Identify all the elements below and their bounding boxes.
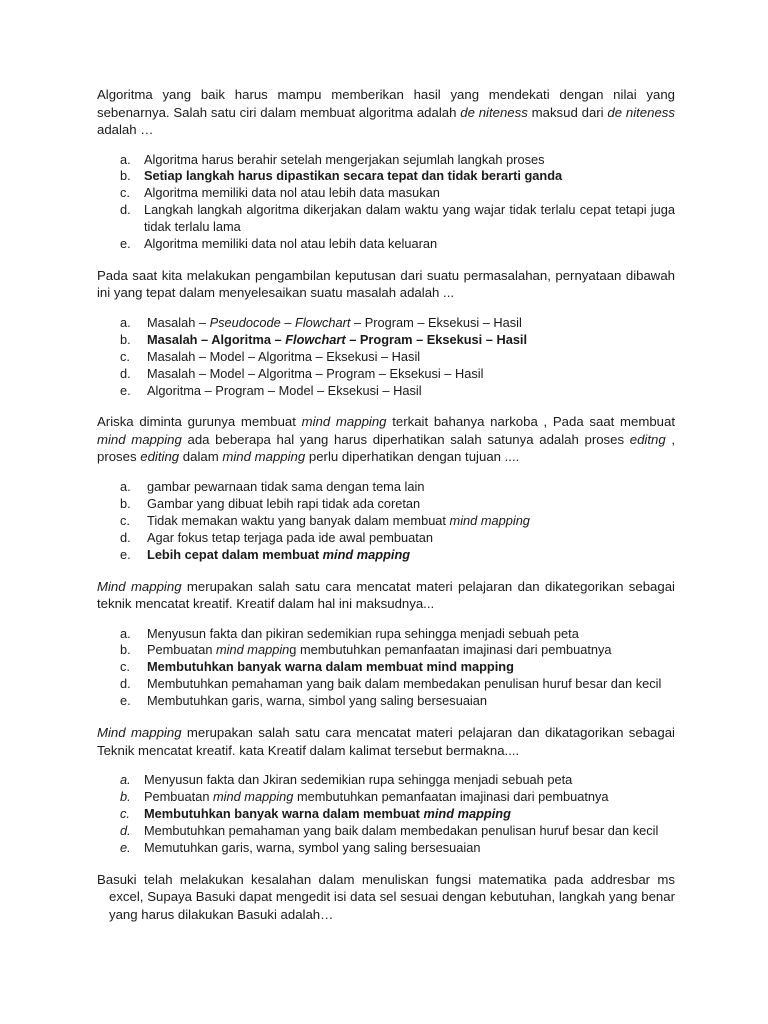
answer-option [97,496,675,513]
option-letter: d. [120,529,131,545]
italic-text: mind mappin [216,642,290,658]
option-text: Setiap langkah harus dipastikan secara tepat dan tidak berarti ganda [144,168,563,184]
option-text: Menyusun fakta dan Jkiran sedemikian rupa sehingga menjadi sebuah peta [144,772,573,788]
option-letter: b. [120,168,131,184]
option-text: Tidak memakan waktu yang banyak dalam membuat mind mapping [147,512,530,528]
answer-option [97,693,675,710]
option-letter: c. [120,805,130,821]
italic-text: de niteness [607,104,675,120]
question-4 [97,578,675,711]
option-text: Agar fokus tetap terjaga pada ide awal pembuatan [147,529,433,545]
option-text: Menyusun fakta dan pikiran sedemikian rupa sehingga menjadi sebuah peta [147,625,579,641]
answer-option [97,236,675,253]
option-letter: b. [120,331,131,347]
option-letter: e. [120,546,131,562]
option-letter: e. [120,839,131,855]
option-letter: e. [120,693,131,709]
option-letter: e. [120,236,131,252]
option-text: Masalah – Model – Algoritma – Program – Eksekusi – Hasil [147,365,484,381]
option-letter: a. [120,478,131,494]
question-6 [97,871,675,924]
option-text: Lebih cepat dalam membuat mind mapping [147,546,411,562]
option-letter: c. [120,185,130,201]
question-3 [97,413,675,563]
option-letter: a. [120,772,131,788]
answer-options [97,479,675,564]
option-text: Pembuatan mind mapping membutuhkan pemanfaatan imajinasi dari pembuatnya [147,642,612,658]
answer-option [97,513,675,530]
option-text: Membutuhkan pemahaman yang baik dalam membedakan penulisan huruf besar dan kecil [147,676,662,692]
italic-text: Mind mapping [97,578,182,594]
option-text: Membutuhkan banyak warna dalam membuat mind mapping [147,659,514,675]
option-letter: d. [120,822,131,838]
answer-options [97,315,675,400]
option-letter: d. [120,202,131,218]
option-letter: d. [120,676,131,692]
answer-option-correct [97,332,675,349]
answer-option [97,530,675,547]
italic-text: mind mapping [449,512,530,528]
answer-option [97,642,675,659]
italic-text: editng [629,431,666,447]
option-letter: b. [120,495,131,511]
option-text: Membutuhkan garis, warna, simbol yang saling bersesuaian [147,693,488,709]
answer-option [97,479,675,496]
option-letter: b. [120,788,131,804]
question-stem: Mind mapping merupakan salah satu cara mencatat materi pelajaran dan dikategorikan sebagai teknik mencatat kreatif. Kreatif dalam hal ini maksudnya... [97,578,675,611]
italic-text: mind mapping [213,788,294,804]
question-5 [97,724,675,857]
answer-option-correct [97,659,675,676]
answer-option [97,349,675,366]
italic-text: Mind mapping [97,725,182,741]
question-stem: Algoritma yang baik harus mampu memberikan hasil yang mendekati dengan nilai yang sebenarnya. Salah satu ciri dalam membuat algoritma adalah de niteness maksud dari de niteness adalah … [97,87,675,137]
italic-text: mind mapping [97,431,182,447]
answer-option [97,789,675,806]
option-letter: c. [120,348,130,364]
answer-options [97,152,675,253]
option-letter: d. [120,365,131,381]
option-text: Algoritma harus berahir setelah mengerjakan sejumlah langkah proses [144,151,545,167]
answer-options [97,772,675,857]
option-letter: a. [120,625,131,641]
question-stem: Mind mapping merupakan salah satu cara mencatat materi pelajaran dan dikatagorikan sebagai Teknik mencatat kreatif. kata Kreatif dalam kalimat tersebut bermakna.... [97,725,675,758]
answer-option [97,366,675,383]
option-text: Algoritma memiliki data nol atau lebih data masukan [144,185,440,201]
answer-option [97,823,675,840]
answer-option-correct [97,806,675,823]
question-1 [97,86,675,253]
option-text: Langkah langkah algoritma dikerjakan dalam waktu yang wajar tidak terlalu cepat tetapi juga tidak terlalu lama [144,202,675,235]
italic-text: Flowchart [285,331,346,347]
option-letter: a. [120,314,131,330]
question-stem: Pada saat kita melakukan pengambilan keputusan dari suatu permasalahan, pernyataan dibawah ini yang tepat dalam menyelesaikan suatu masalah adalah ... [97,267,675,301]
option-text: Pembuatan mind mapping membutuhkan pemanfaatan imajinasi dari pembuatnya [144,788,609,804]
answer-option-correct [97,168,675,185]
option-text: Algoritma – Program – Model – Eksekusi – Hasil [147,382,422,398]
italic-text: mind mapping [423,805,511,821]
answer-option [97,772,675,789]
option-text: Membutuhkan banyak warna dalam membuat mind mapping [144,805,511,821]
answer-option [97,626,675,643]
answer-option [97,676,675,693]
italic-text: de niteness [460,104,528,120]
option-text: Masalah – Algoritma – Flowchart – Program – Eksekusi – Hasil [147,331,528,347]
italic-text: Flowchart [295,314,351,330]
italic-text: mind mapping [222,449,306,465]
option-text: gambar pewarnaan tidak sama dengan tema lain [147,478,425,494]
option-text: Memutuhkan garis, warna, symbol yang saling bersesuaian [144,839,481,855]
option-text: Gambar yang dibuat lebih rapi tidak ada coretan [147,495,421,511]
answer-options [97,626,675,711]
question-stem: Basuki telah melakukan kesalahan dalam menuliskan fungsi matematika pada addresbar ms excel, Supaya Basuki dapat mengedit isi data sel sesuai dengan kebutuhan, langkah yang benar yang harus dilakukan Basuki adalah… [97,871,675,922]
italic-text: mind mapping [322,546,411,562]
option-letter: c. [120,512,130,528]
answer-option [97,185,675,202]
option-text: Algoritma memiliki data nol atau lebih data keluaran [144,236,438,252]
option-text: Masalah – Pseudocode – Flowchart – Program – Eksekusi – Hasil [147,314,522,330]
question-2 [97,267,675,400]
option-letter: c. [120,659,130,675]
answer-option [97,840,675,857]
option-letter: e. [120,382,131,398]
italic-text: editing [140,449,180,465]
option-text: Membutuhkan pemahaman yang baik dalam membedakan penulisan huruf besar dan kecil [144,822,659,838]
answer-option [97,383,675,400]
italic-text: Pseudocode [209,314,281,330]
answer-option [97,315,675,332]
option-letter: b. [120,642,131,658]
answer-option [97,152,675,169]
option-text: Masalah – Model – Algoritma – Eksekusi – Hasil [147,348,421,364]
answer-option [97,202,675,236]
italic-text: mind mapping [301,414,387,430]
option-letter: a. [120,151,131,167]
question-stem: Ariska diminta gurunya membuat mind mapping terkait bahanya narkoba , Pada saat membuat mind mapping ada beberapa hal yang harus diperhatikan salah satunya adalah proses editng , proses editing dalam mind mapping perlu diperhatikan dengan tujuan .... [97,414,676,465]
document-page [97,86,675,937]
answer-option-correct [97,547,675,564]
